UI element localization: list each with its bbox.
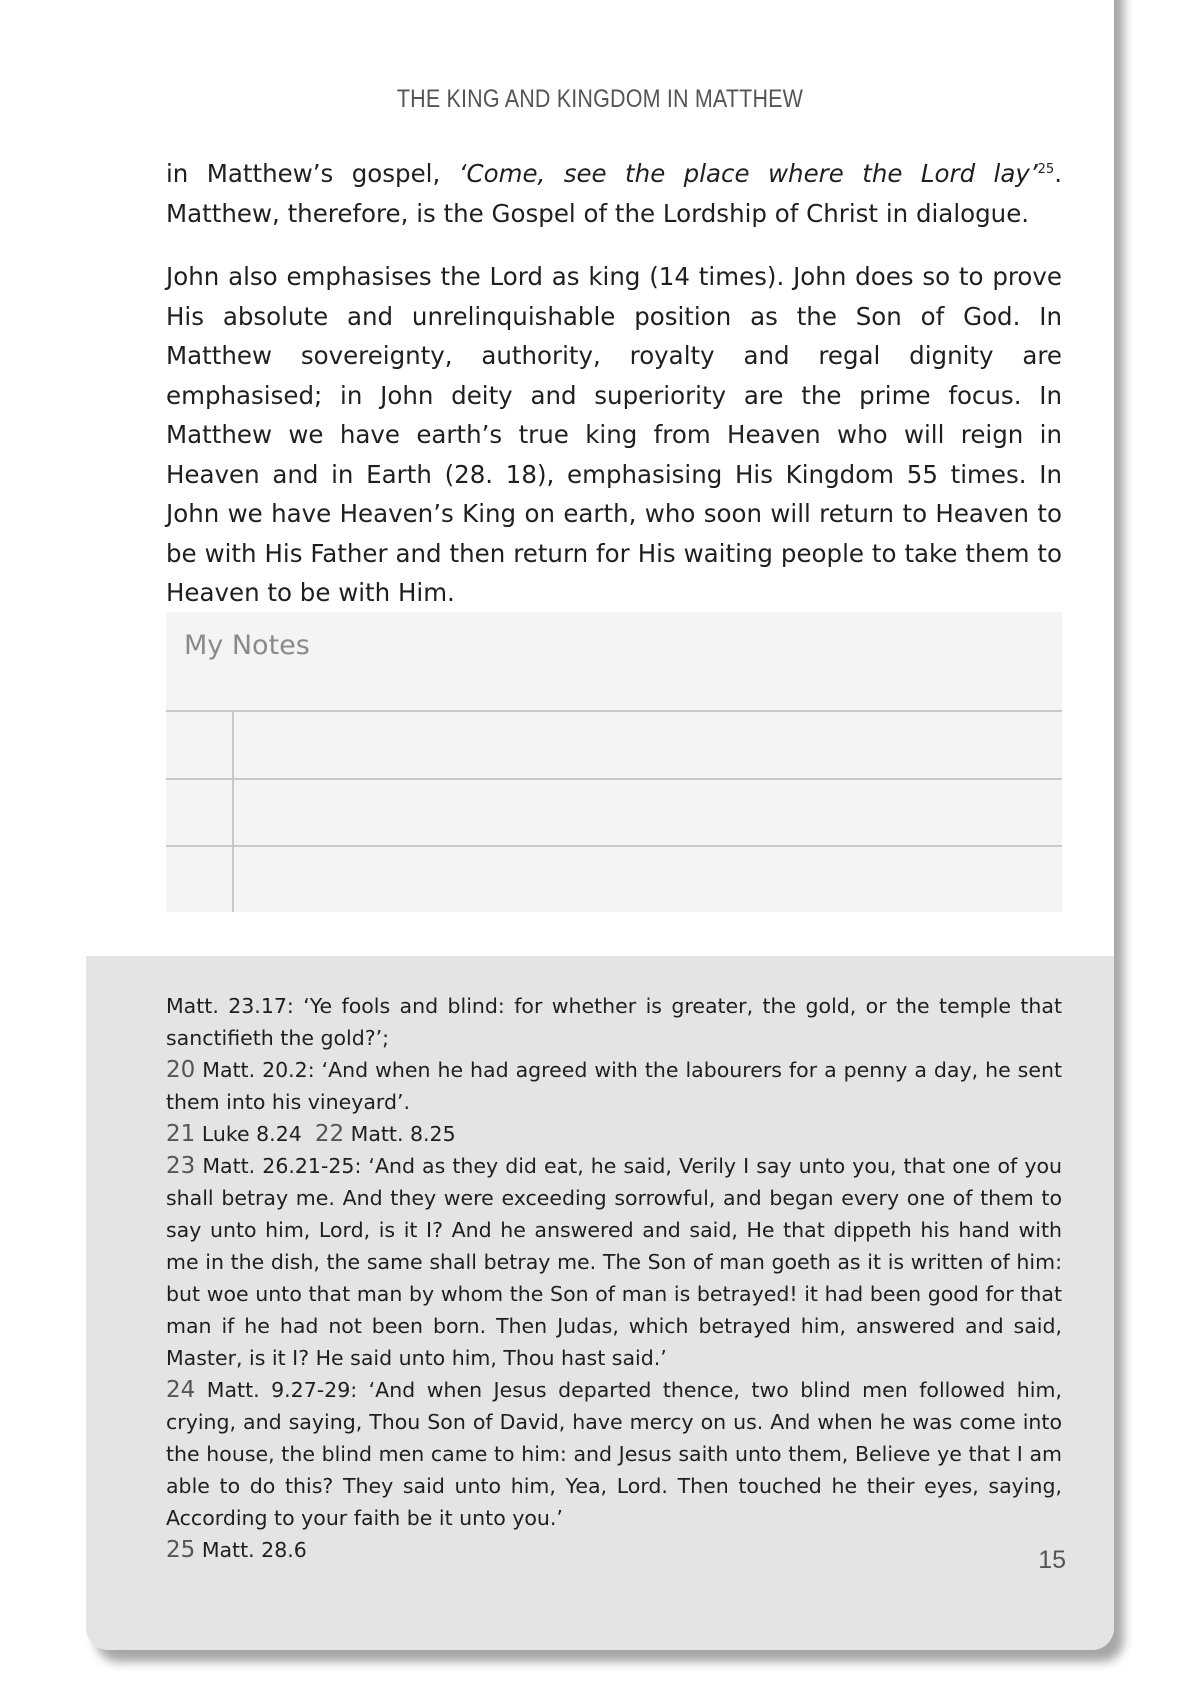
footnote-item — [166, 1150, 1062, 1374]
footnote-item — [166, 1054, 1062, 1118]
footnote-number: 24 — [166, 1377, 196, 1403]
notes-box — [166, 612, 1062, 912]
footnote-text: Matt. 8.25 — [350, 1122, 456, 1146]
running-header: THE KING AND KINGDOM IN MATTHEW — [396, 85, 804, 113]
footnote-item — [166, 1118, 1062, 1150]
notes-line — [166, 845, 1062, 847]
body-text — [166, 154, 1062, 637]
footnote-ref: 25 — [1037, 161, 1055, 177]
footnote-text: Matt. 28.6 — [201, 1538, 307, 1562]
paragraph-1-lead: in Matthew’s gospel, — [166, 159, 459, 188]
notes-line — [166, 778, 1062, 780]
footnote-text: Matt. 9.27-29: ‘And when Jesus departed thence, two blind men followed him, crying, and saying, Thou Son of David, have mercy on us. And when he was come into the house, the blind men came to him: and Jesus saith unto them, Believe ye that I am able to do this? They said unto him, Yea, Lord. Then touched he their eyes, saying, According to your faith be it unto you.’ — [166, 1378, 1062, 1530]
footnote-number: 21 — [166, 1121, 196, 1147]
footnote-intro: Matt. 23.17: ‘Ye fools and blind: for whether is greater, the gold, or the temple that sanctifieth the gold?’; — [166, 994, 1062, 1050]
footnote-number: 22 — [314, 1121, 345, 1147]
page-number: 15 — [1038, 1546, 1066, 1574]
paragraph-1-tail: . Matthew, therefore, is the Gospel of the Lordship of Christ in dialogue. — [166, 159, 1062, 228]
footnote-item — [166, 1534, 1062, 1566]
footnote-text: Luke 8.24 — [201, 1122, 302, 1146]
footnote-number: 20 — [166, 1057, 196, 1083]
footnote-text: Matt. 20.2: ‘And when he had agreed with the labourers for a penny a day, he sent them into his vineyard’. — [166, 1058, 1062, 1114]
footnotes-section — [86, 956, 1114, 1650]
footnotes-text — [166, 990, 1062, 1566]
paragraph-1 — [166, 154, 1062, 233]
footnote-item — [166, 1374, 1062, 1534]
notes-title: My Notes — [184, 630, 310, 661]
book-page — [86, 0, 1114, 1650]
notes-line — [166, 710, 1062, 712]
paragraph-2: John also emphasises the Lord as king (14 times). John does so to prove His absolute and unrelinquishable position as the Son of God. In Matthew sovereignty, authority, royalty and regal dignity are emphasised; in John deity and superiority are the prime focus. In Matthew we have earth’s true king from Heaven who will reign in Heaven and in Earth (28. 18), emphasising His Kingdom 55 times. In John we have Heaven’s King on earth, who soon will return to Heaven to be with His Father and then return for His waiting people to take them to Heaven to be with Him. — [166, 262, 1062, 607]
footnote-text: Matt. 26.21-25: ‘And as they did eat, he said, Verily I say unto you, that one of you shall betray me. And they were exceeding sorrowful, and began every one of them to say unto him, Lord, is it I? And he answered and said, He that dippeth his hand with me in the dish, the same shall betray me. The Son of man goeth as it is written of him: but woe unto that man by whom the Son of man is betrayed! it had been good for that man if he had not been born. Then Judas, which betrayed him, answered and said, Master, is it I? He said unto him, Thou hast said.’ — [166, 1154, 1062, 1370]
footnote-number: 25 — [166, 1537, 196, 1563]
footnote-number: 23 — [166, 1153, 196, 1179]
quote-italic: ‘Come, see the place where the Lord lay’ — [458, 159, 1038, 188]
notes-margin-line — [232, 712, 234, 912]
